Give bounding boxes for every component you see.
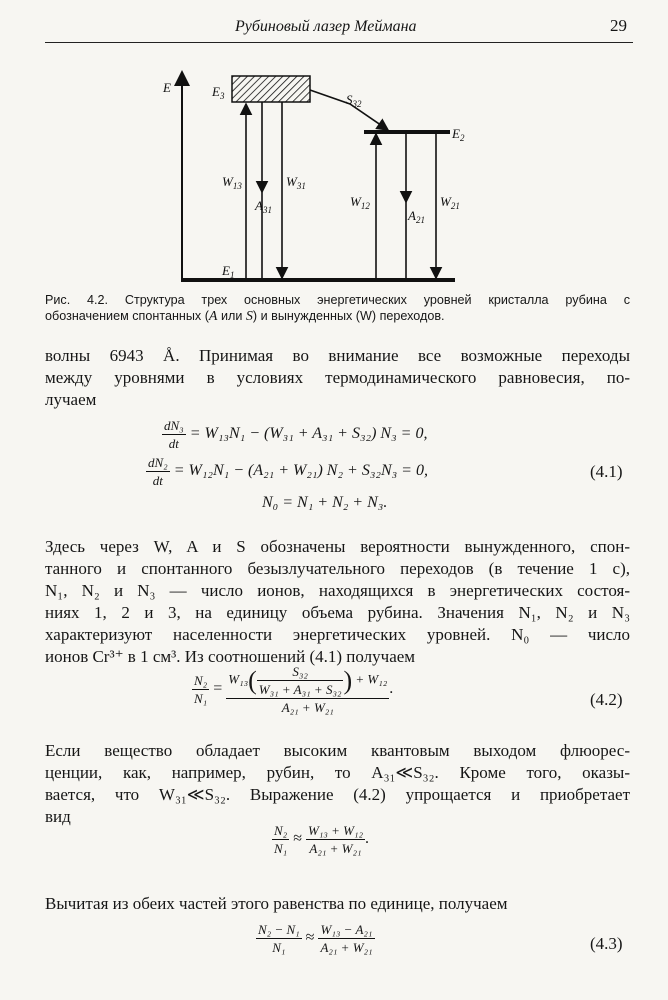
- transition-s32-label: $S_{32}$: [346, 92, 362, 109]
- equation-4-1-line-2: $\frac{\text{dN₂}}{dt}$ = W₁₂N₁ − (A₂₁ + W₂₁) N₂ + S₃₂N₃ = 0,: [148, 455, 428, 488]
- transition-w21-label: $W_{21}$: [440, 194, 460, 211]
- level-e3-band: [232, 76, 310, 102]
- transition-a31-label: $A_{31}$: [255, 198, 272, 215]
- transition-a21-label: $A_{21}$: [408, 208, 425, 225]
- equation-4-3: $\frac{\text{N₂ − N₁}}{\text{N₁}}$ ≈ $\frac{\text{W₁₃ − A₂₁}}{\text{A₂₁ + W₂₁}}$: [258, 922, 373, 955]
- page-header: [45, 14, 633, 43]
- equation-4-1-number: (4.1): [590, 462, 623, 481]
- running-title: Рубиновый лазер Меймана: [235, 18, 417, 35]
- equation-4-3-number: (4.3): [590, 934, 623, 953]
- energy-level-diagram: [150, 60, 470, 290]
- transition-w13-label: $W_{13}$: [222, 174, 242, 191]
- paragraph-3: Если вещество обладает высоким квантовым выходом флюорес- ценции, как, например, рубин, то A₃₁≪S₃₂. Кроме того, оказы- вается, что W₃₁≪S₃₂. Выражение (4.2) упрощается и приобретает вид: [45, 741, 630, 826]
- equation-4-2-number: (4.2): [590, 690, 623, 709]
- transition-w12-label: $W_{12}$: [350, 194, 370, 211]
- paragraph-1: волны 6943 Å. Принимая во внимание все возможные переходы между уровнями в условиях термодинамического равновесия, по- лучаем: [45, 346, 630, 409]
- paragraph-4: Вычитая из обеих частей этого равенства по единице, получаем: [45, 894, 508, 913]
- level-e1-label: $E_1$: [222, 263, 235, 280]
- paragraph-2: Здесь через W, A и S обозначены вероятности вынужденного, спон- танного и спонтанного безызлучательного переходов (в течение 1 с), N₁, N₂ и N₃ — число ионов, находящихся в энергетических состоя- ниях 1, 2 и 3, на единицу объема рубина. Значения N₁, N₂ и N₃ характеризуют населенности энергетических уровней. N₀ — число ионов Cr³⁺ в 1 см³. Из соотношений (4.1) получаем: [45, 537, 630, 666]
- equation-simplified: $\frac{\text{N₂}}{\text{N₁}}$ ≈ $\frac{\text{W₁₃ + W₁₂}}{\text{A₂₁ + W₂₁}}$ .: [274, 823, 369, 856]
- level-e3-label: $E_3$: [212, 84, 225, 101]
- axis-label: E: [163, 80, 171, 95]
- page-number: 29: [610, 16, 627, 35]
- equation-4-2: $\frac{\text{N₂}}{\text{N₁}}$ = W₁₃( $\frac{\text{S₃₂}}{\text{W₃₁ + A₃₁ + S₃₂}}$ ) + W₁₂ A₂₁ + W₂₁ .: [194, 664, 394, 715]
- transition-w31-label: $W_{31}$: [286, 174, 306, 191]
- equation-4-1-line-1: $\frac{\text{dN₃}}{dt}$ = W₁₃N₁ − (W₃₁ + A₃₁ + S₃₂) N₃ = 0,: [164, 418, 428, 451]
- equation-4-1-line-3: N₀ = N₁ + N₂ + N₃.: [262, 494, 388, 511]
- level-e2-label: $E_2$: [452, 126, 465, 143]
- figure-caption: Рис. 4.2. Структура трех основных энергетических уровней кристалла рубина с обозначением спонтанных (A или S) и вынужденных (W) переходов.: [45, 293, 630, 324]
